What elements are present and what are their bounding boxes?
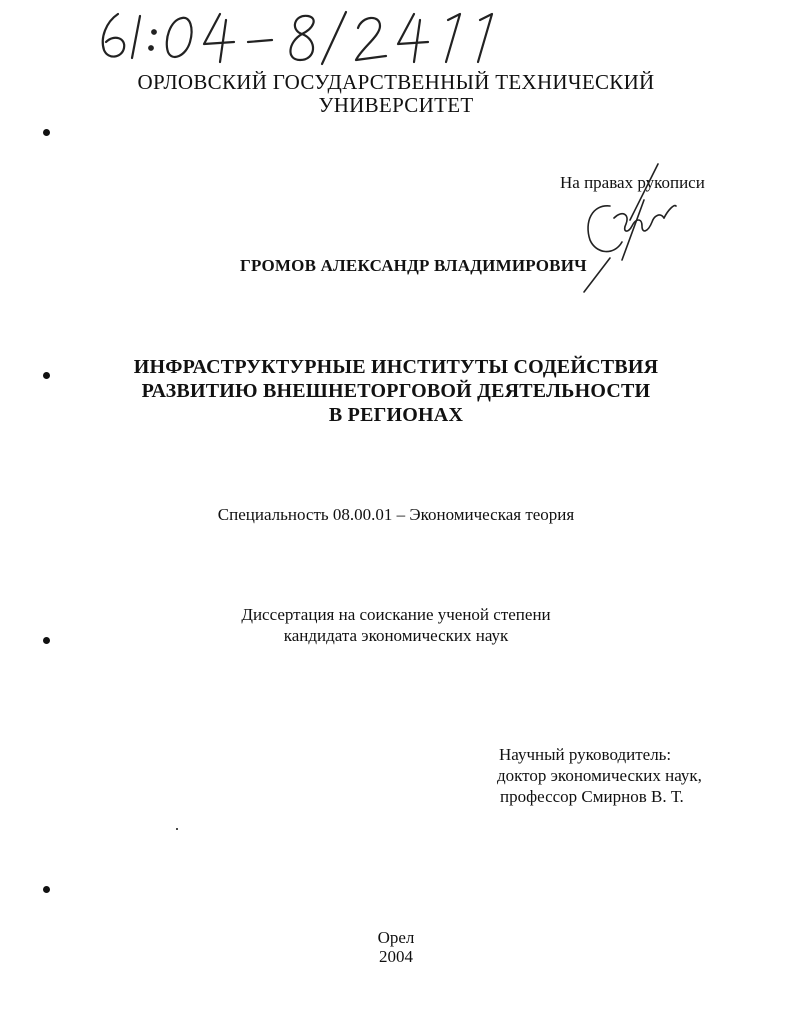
margin-dot: [43, 129, 50, 136]
university-name-line-1: ОРЛОВСКИЙ ГОСУДАРСТВЕННЫЙ ТЕХНИЧЕСКИЙ: [137, 70, 655, 94]
dissertation-title-line-2: РАЗВИТИЮ ВНЕШНЕТОРГОВОЙ ДЕЯТЕЛЬНОСТИ: [141, 380, 651, 402]
supervisor-name: профессор Смирнов В. Т.: [500, 787, 684, 806]
margin-dot: [43, 637, 50, 644]
margin-dot: [43, 372, 50, 379]
scan-speck: [176, 828, 178, 830]
degree-line-1: Диссертация на соискание ученой степени: [241, 605, 551, 624]
handwritten-archive-code: [96, 4, 516, 68]
dissertation-title-line-3: В РЕГИОНАХ: [328, 404, 464, 426]
city: Орел: [377, 928, 415, 947]
supervisor-label: Научный руководитель:: [499, 745, 672, 764]
degree-line-2: кандидата экономических наук: [283, 626, 509, 645]
margin-dot: [43, 886, 50, 893]
year: 2004: [379, 947, 413, 966]
specialty: Специальность 08.00.01 – Экономическая теория: [217, 505, 575, 524]
author-name: ГРОМОВ АЛЕКСАНДР ВЛАДИМИРОВИЧ: [240, 256, 587, 275]
dissertation-title-line-1: ИНФРАСТРУКТУРНЫЕ ИНСТИТУТЫ СОДЕЙСТВИЯ: [133, 356, 659, 378]
manuscript-rights: На правах рукописи: [560, 173, 705, 192]
university-name-line-2: УНИВЕРСИТЕТ: [318, 93, 474, 117]
supervisor-degree: доктор экономических наук,: [497, 766, 702, 785]
